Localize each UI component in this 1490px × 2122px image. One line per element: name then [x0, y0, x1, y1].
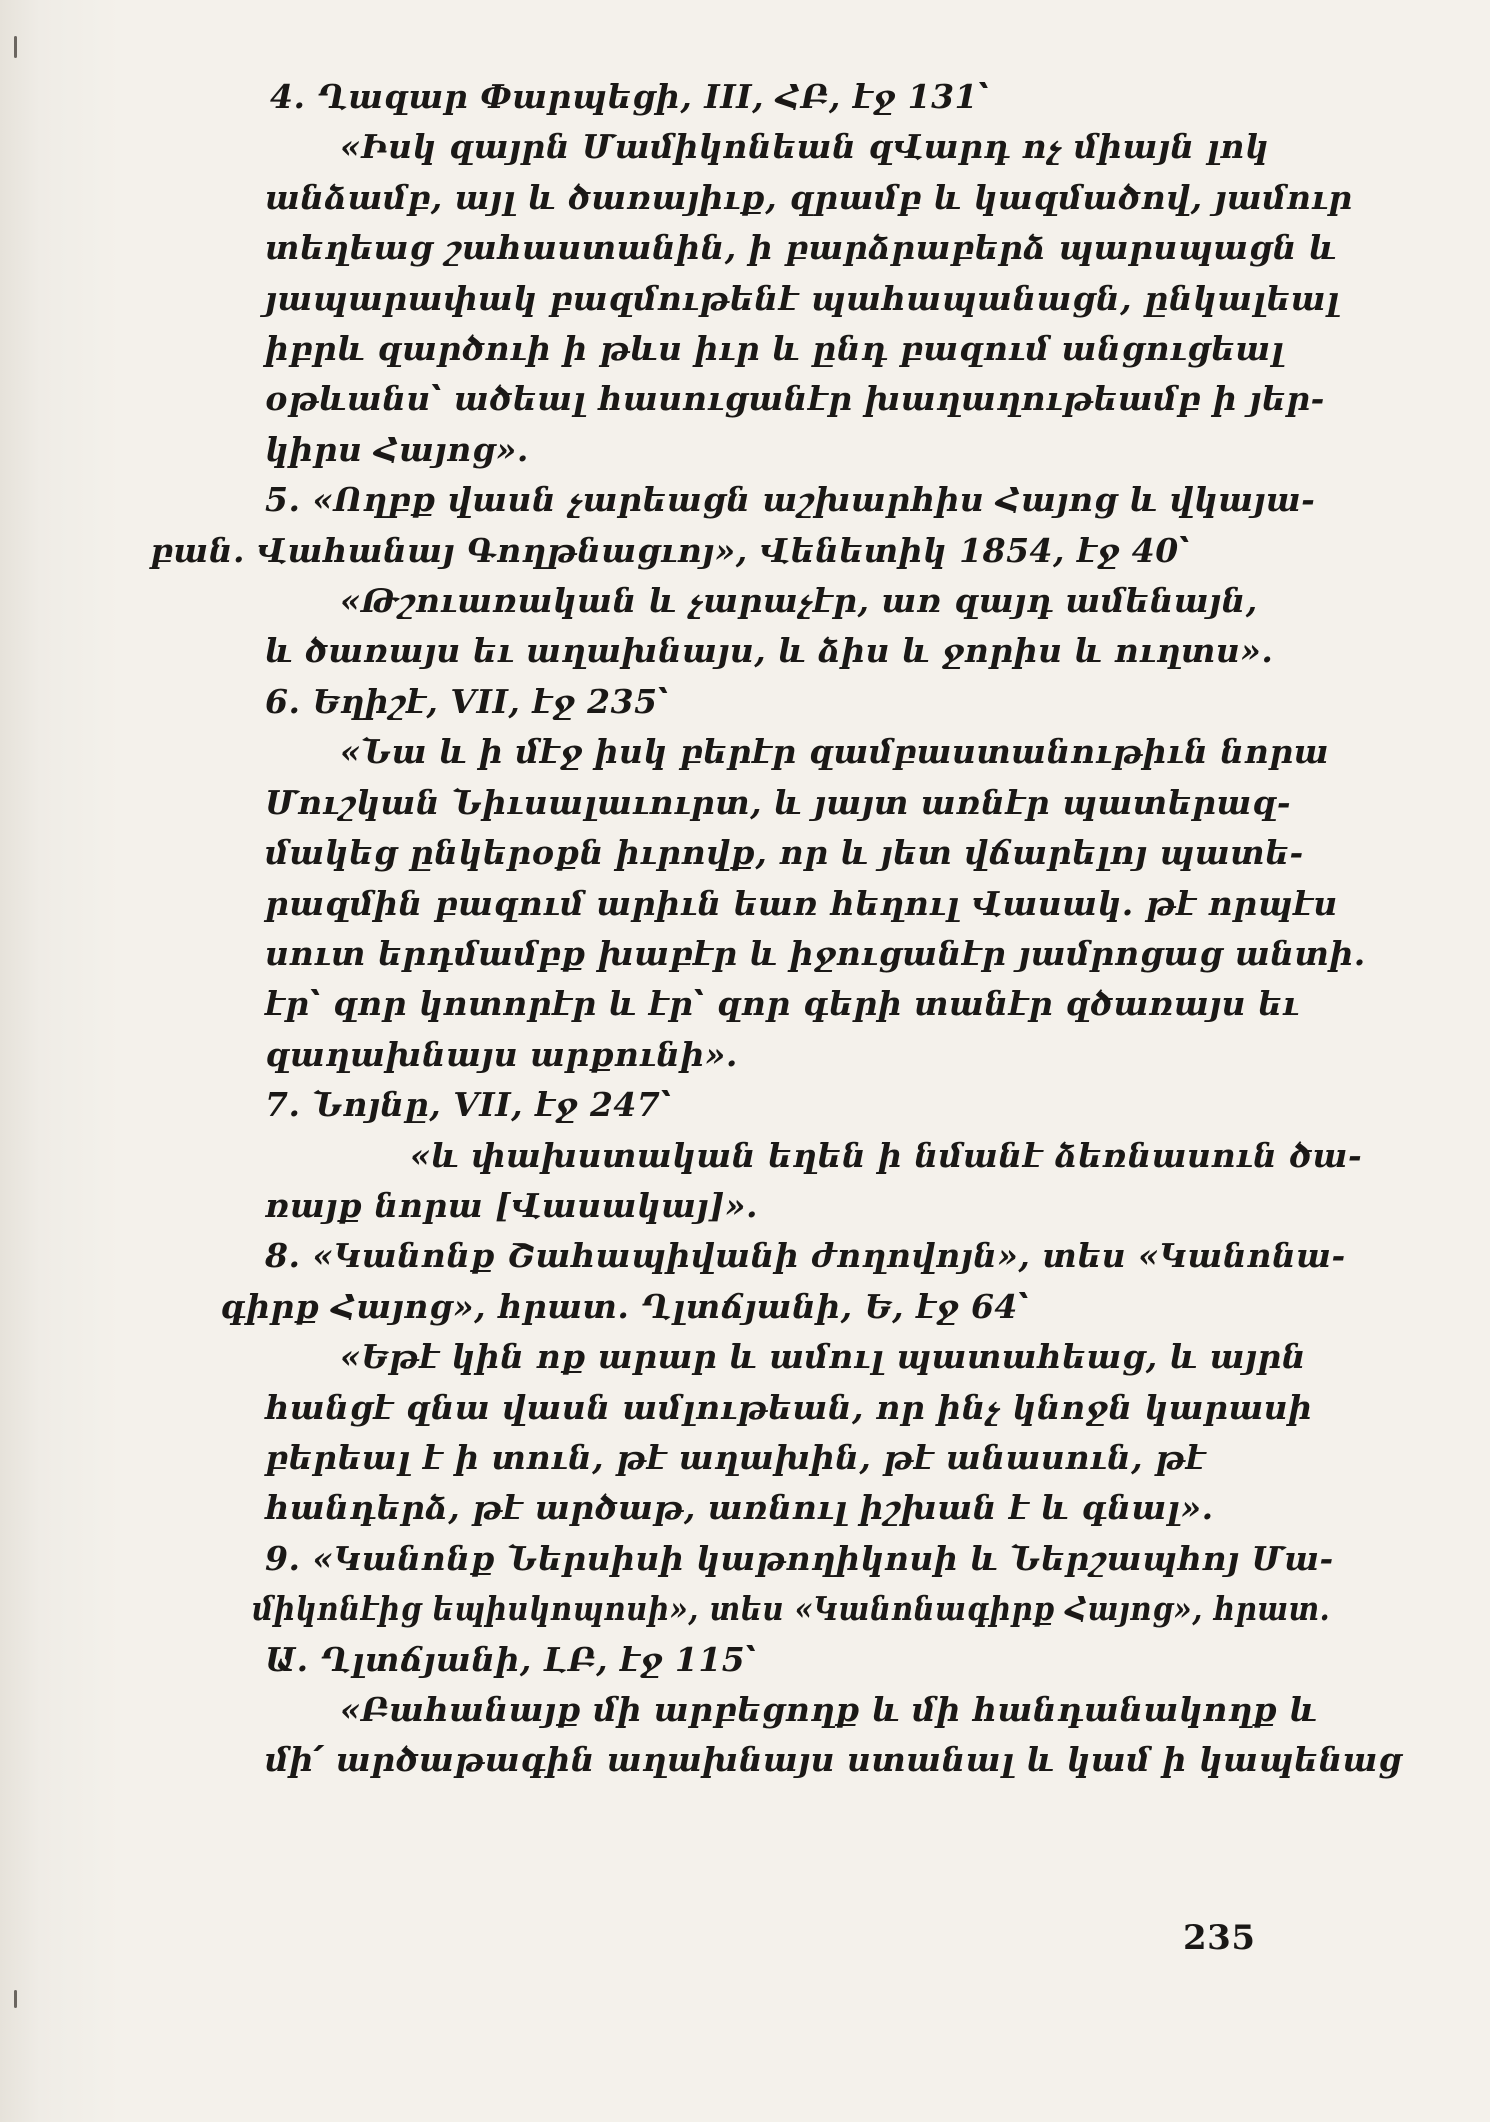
binding-mark [14, 36, 17, 58]
text-line: տեղեաց շահաստանին, ի բարձրաբերձ պարսպացն և [265, 228, 1337, 268]
text-line: անձամբ, այլ և ծառայիւք, զրամբ և կազմածով, յամուր [265, 177, 1353, 217]
text-line: էր՝ զոր կոտորէր և էր՝ զոր գերի տանէր զծառայս եւ [265, 984, 1300, 1024]
text-line: և ծառայս եւ աղախնայս, և ձիս և ջորիս և ուղտս». [265, 631, 1274, 671]
text-line: զաղախնայս արքունի». [265, 1034, 738, 1074]
text-line: «Իսկ զայրն Մամիկոնեան զՎարդ ոչ միայն լոկ [340, 127, 1270, 167]
text-line: 5. «Ողբք վասն չարեացն աշխարհիս Հայոց և վկայա- [265, 480, 1316, 520]
text-line: մակեց ընկերօքն իւրովք, որ և յետ վճարելոյ պատե- [265, 833, 1304, 873]
binding-mark [14, 1990, 17, 2008]
text-line: հանդերձ, թէ արծաթ, առնուլ իշխան է և գնալ». [265, 1488, 1214, 1528]
text-line: օթևանս՝ ածեալ հասուցանէր խաղաղութեամբ ի յեր- [265, 379, 1325, 419]
text-line: «Բահանայք մի արբեցողք և մի հանդանակողք և [340, 1690, 1318, 1729]
text-line: 8. «Կանոնք Շահապիվանի ժողովոյն», տես «Կանոնա- [265, 1236, 1346, 1276]
text-line: բան. Վահանայ Գողթնացւոյ», Վենետիկ 1854, էջ 40՝ [150, 530, 1190, 570]
text-line: ռայք նորա [Վասակայ]». [265, 1185, 759, 1225]
text-line: գիրք Հայոց», հրատ. Ղլտճյանի, Ե, էջ 64՝ [220, 1286, 1030, 1326]
text-line: Ա. Ղլտճյանի, ԼԲ, էջ 115՝ [265, 1639, 757, 1679]
text-line: 7. Նոյնը, VII, էջ 247՝ [265, 1085, 672, 1125]
text-line: «Թշուառական և չարաչէր, առ զայդ ամենայն, [340, 581, 1258, 621]
text-line: Մուշկան Նիւսալաւուրտ, և յայտ առնէր պատերազ- [265, 782, 1292, 822]
text-line: 6. Եղիշէ, VII, էջ 235՝ [265, 681, 669, 721]
text-line: միկոնէից եպիսկոպոսի», տես «Կանոնագիրք Հայոց», հրատ. [252, 1589, 1331, 1629]
text-line: մի՛ արծաթագին աղախնայս ստանալ և կամ ի կապենաց [265, 1740, 1403, 1780]
text-line: րազմին բազում արիւն եառ հեղուլ Վասակ. թէ որպէս [265, 883, 1338, 923]
text-line: սուտ երդմամբք խաբէր և իջուցանէր յամրոցաց անտի. [265, 933, 1366, 973]
text-line: «Նա և ի մէջ իսկ բերէր զամբաստանութիւն նորա [340, 732, 1330, 772]
text-line: կիրս Հայոց». [265, 429, 529, 469]
page-number: 235 [1183, 1918, 1256, 1958]
text-line: «Եթէ կին ոք արար և ամուլ պատահեաց, և այրն [340, 1337, 1307, 1377]
text-line: 9. «Կանոնք Ներսիսի կաթողիկոսի և Ներշապհոյ Մա- [265, 1538, 1334, 1578]
text-line: 4. Ղազար Փարպեցի, III, ՀԲ, էջ 131՝ [270, 77, 990, 116]
text-line: իբրև զարծուի ի թևս իւր և ընդ բազում անցուցեալ [265, 329, 1285, 369]
text-line: «և փախստական եղեն ի նմանէ ձեռնասուն ծա- [410, 1135, 1363, 1175]
text-line: բերեալ է ի տուն, թէ աղախին, թէ անասուն, թէ [265, 1437, 1206, 1477]
text-line: յապարափակ բազմութենէ պահապանացն, ընկալեալ [265, 278, 1340, 318]
page-body [150, 72, 1403, 1786]
text-line: հանցէ զնա վասն ամլութեան, որ ինչ կնոջն կարասի [265, 1387, 1313, 1427]
